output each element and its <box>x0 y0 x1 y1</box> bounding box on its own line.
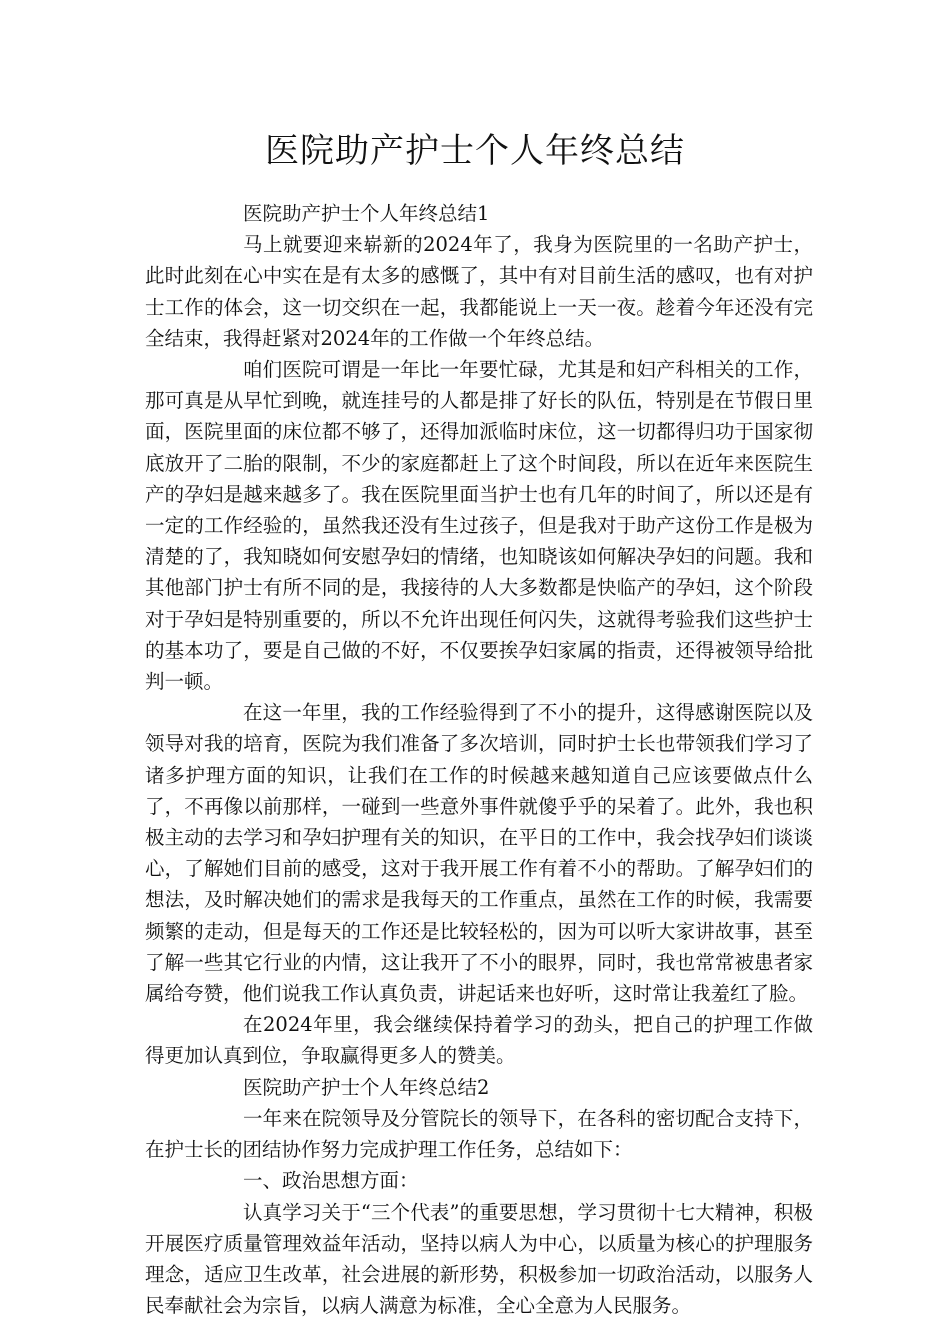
section-heading-1: 医院助产护士个人年终总结1 <box>243 202 490 225</box>
paragraph-experience: 在这一年里，我的工作经验得到了不小的提升，这得感谢医院以及领导对我的培育，医院为我们准备了多次培训，同时护士长也带领我们学习了诸多护理方面的知识，让我们在工作的时候越来越知道自己应该要做点什么了，不再像以前那样，一碰到一些意外事件就傻乎乎的呆着了。此外，我也积极主动的去学习和孕妇护理有关的知识，在平日的工作中，我会找孕妇们谈谈心，了解她们目前的感受，这对于我开展工作有着不小的帮助。了解孕妇们的想法，及时解决她们的需求是我每天的工作重点，虽然在工作的时候，我需要频繁的走动，但是每天的工作还是比较轻松的，因为可以听大家讲故事，甚至了解一些其它行业的内情，这让我开了不小的眼界，同时，我也常常被患者家属给夸赞，他们说我工作认真负责，讲起话来也好听，这时常让我羞红了脸。 <box>145 701 813 1006</box>
section-heading-2: 医院助产护士个人年终总结2 <box>243 1075 490 1099</box>
document-body <box>145 198 813 1321</box>
paragraph-plan: 在2024年里，我会继续保持着学习的劲头，把自己的护理工作做得更加认真到位，争取赢得更多人的赞美。 <box>145 1013 813 1068</box>
paragraph-intro: 马上就要迎来崭新的2024年了，我身为医院里的一名助产护士，此时此刻在心中实在是有太多的感慨了，其中有对目前生活的感叹，也有对护士工作的体会，这一切交织在一起，我都能说上一天一夜。趁着今年还没有完全结束，我得赶紧对2024年的工作做一个年终总结。 <box>145 233 813 350</box>
paragraph-political: 认真学习关于“三个代表”的重要思想，学习贯彻十七大精神，积极开展医疗质量管理效益年活动，坚持以病人为中心，以质量为核心的护理服务理念，适应卫生改革，社会进展的新形势，积极参加一切政治活动，以服务人民奉献社会为宗旨，以病人满意为标准，全心全意为人民服务。 <box>145 1200 813 1318</box>
subheading-political: 一、政治思想方面： <box>243 1169 419 1193</box>
document-title: 医院助产护士个人年终总结 <box>265 131 685 171</box>
paragraph-overview: 一年来在院领导及分管院长的领导下，在各科的密切配合支持下，在护士长的团结协作努力完成护理工作任务，总结如下： <box>145 1106 813 1162</box>
paragraph-hospital-busy: 咱们医院可谓是一年比一年要忙碌，尤其是和妇产科相关的工作，那可真是从早忙到晚，就连挂号的人都是排了好长的队伍，特别是在节假日里面，医院里面的床位都不够了，还得加派临时床位，这一切都得归功于国家彻底放开了二胎的限制，不少的家庭都赶上了这个时间段，所以在近年来医院生产的孕妇是越来越多了。我在医院里面当护士也有几年的时间了，所以还是有一定的工作经验的，虽然我还没有生过孩子，但是我对于助产这份工作是极为清楚的了，我知晓如何安慰孕妇的情绪，也知晓该如何解决孕妇的问题。我和其他部门护士有所不同的是，我接待的人大多数都是快临产的孕妇，这个阶段对于孕妇是特别重要的，所以不允许出现任何闪失，这就得考验我们这些护士的基本功了，要是自己做的不好，不仅要挨孕妇家属的指责，还得被领导给批判一顿。 <box>145 358 813 694</box>
